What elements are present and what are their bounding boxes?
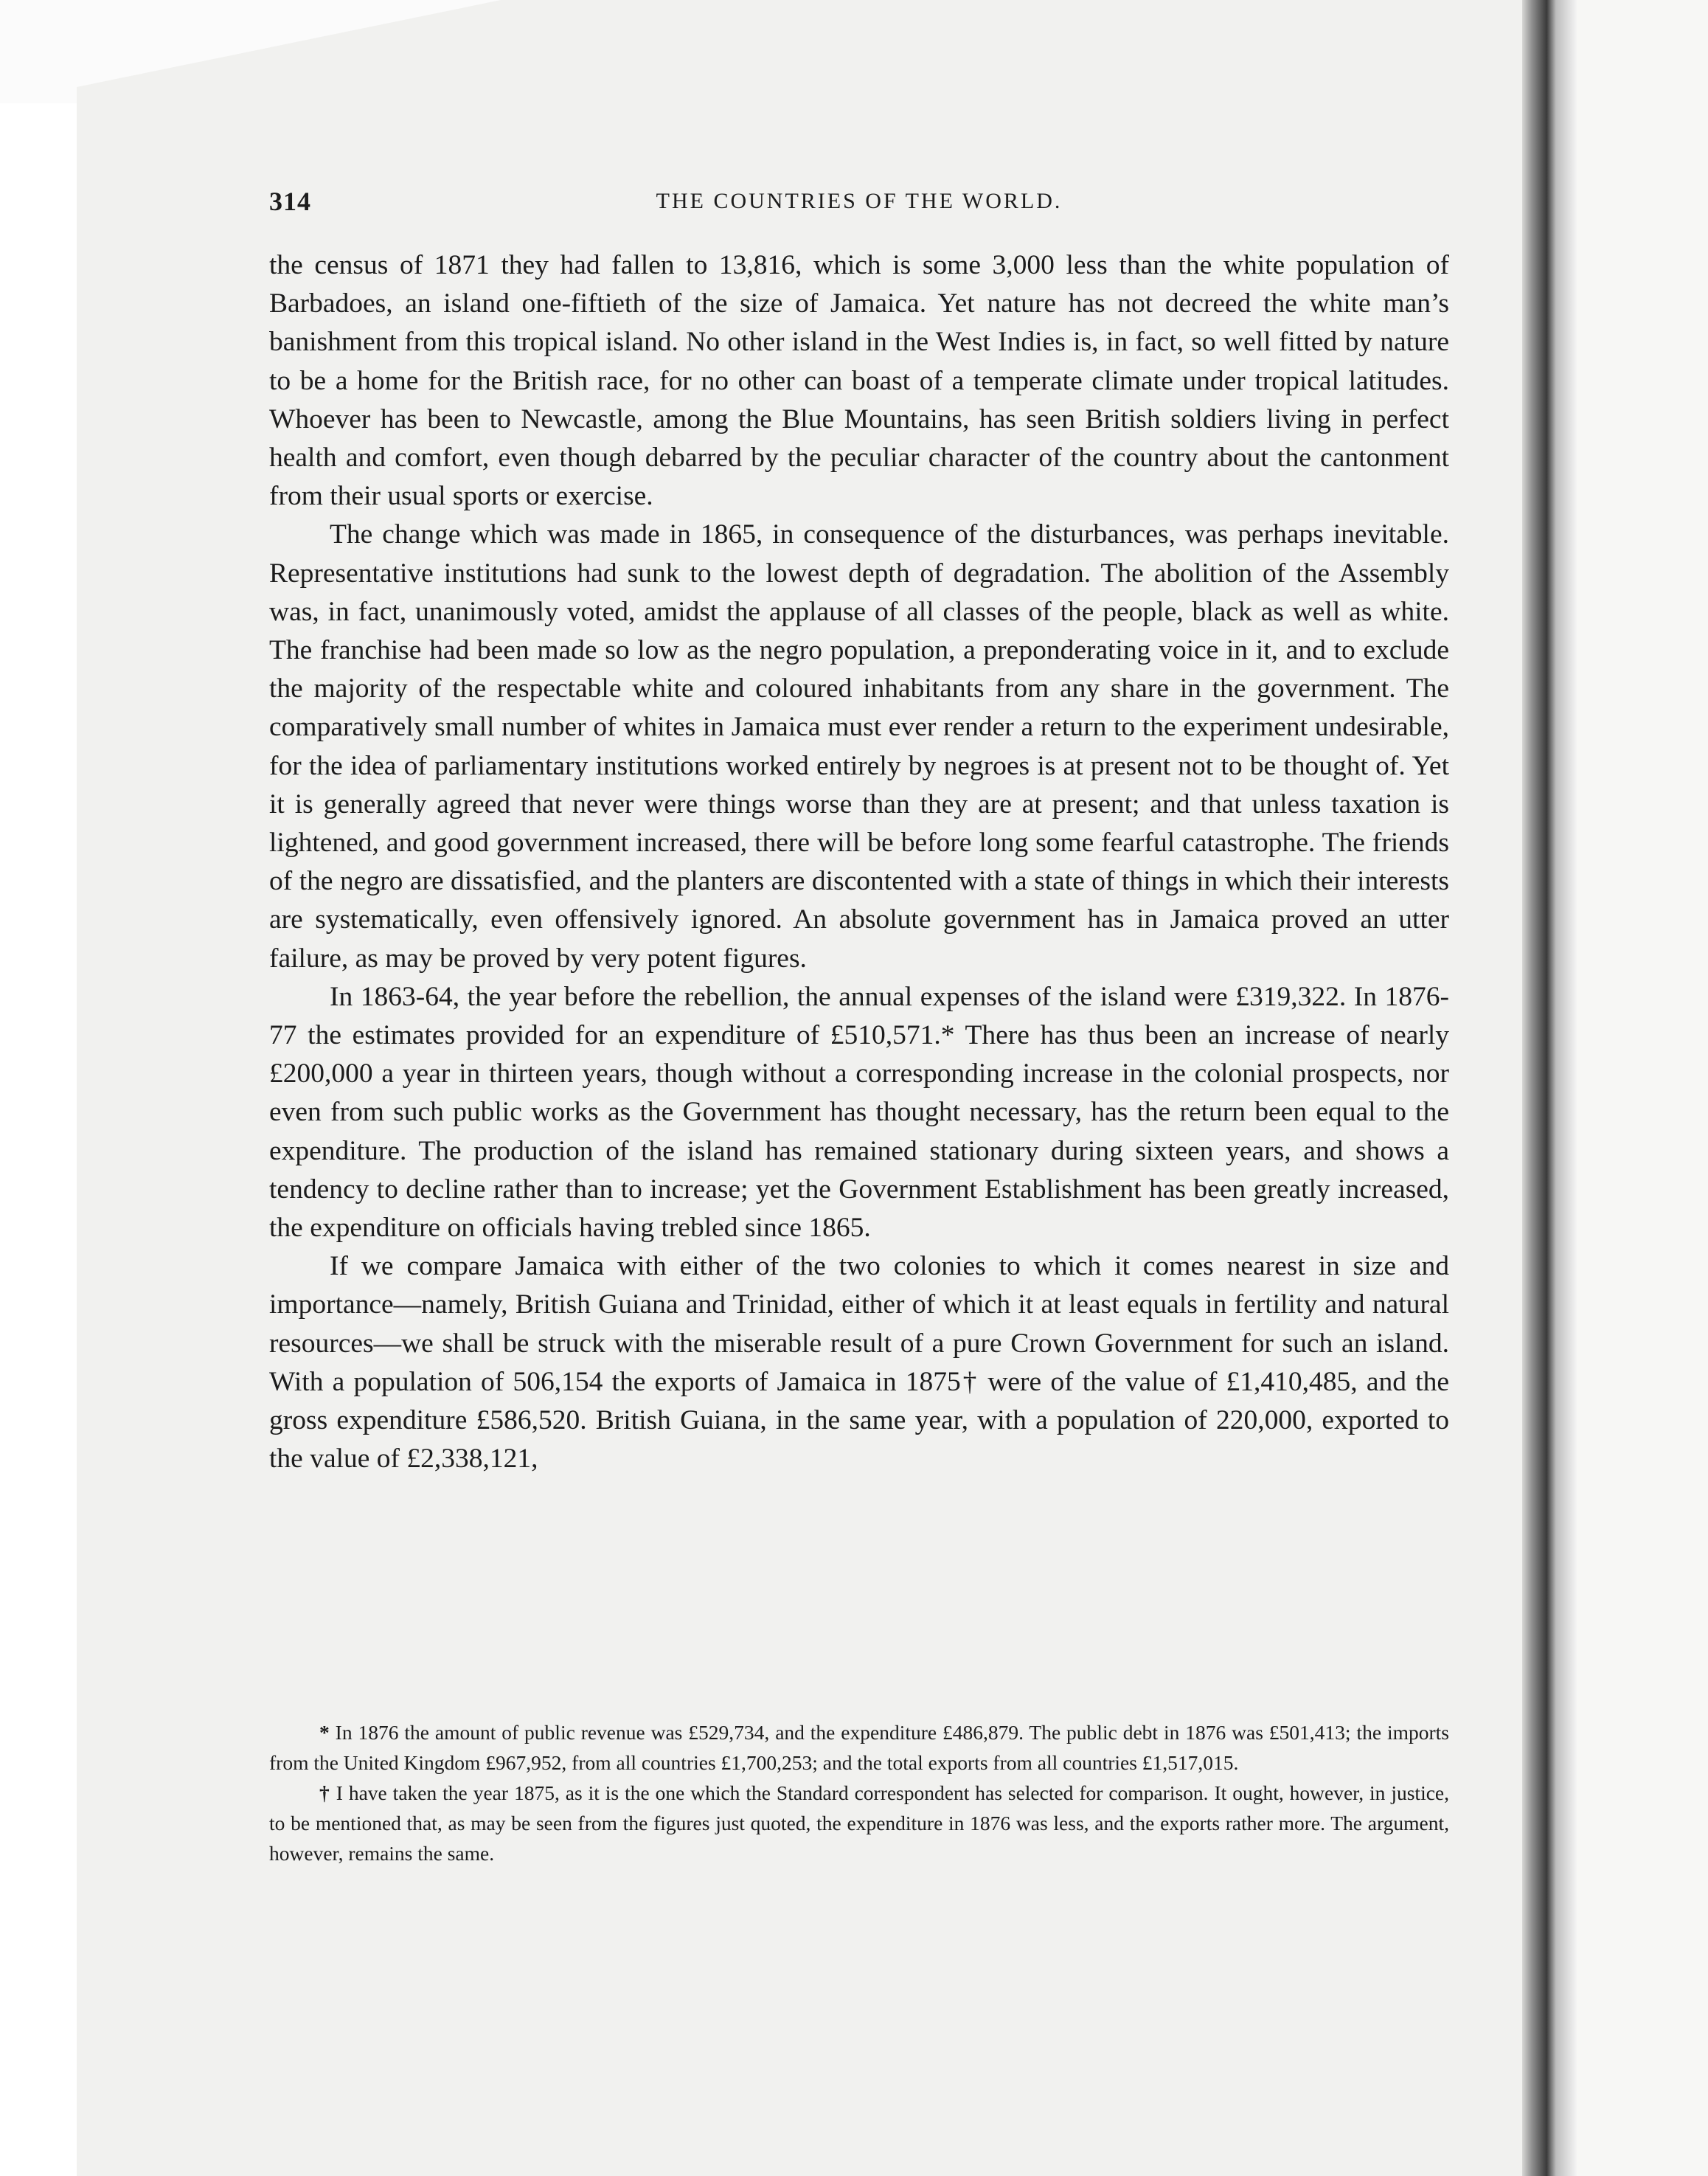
footnote xyxy=(269,1717,1449,1778)
paragraph: If we compare Jamaica with either of the two colonies to which it comes nearest in size and importance—namely, British Guiana and Trinidad, either of which it at least equals in fertility and natural resources—we shall be struck with the miserable result of a pure Crown Government for such an island. With a population of 506,154 the exports of Jamaica in 1875† were of the value of £1,410,485, and the gross expenditure £586,520. British Guiana, in the same year, with a population of 220,000, exported to the value of £2,338,121, xyxy=(269,1251,1449,1475)
paragraph: The change which was made in 1865, in consequence of the disturbances, was perhaps inevitable. Representative institutions had sunk to the lowest depth of degradation. The abolition of the Assembly was, in fact, unanimously voted, amidst the applause of all classes of the people, black as well as white. The franchise had been made so low as the negro population, a preponderating voice in it, and to exclude the majority of the respectable white and coloured inhabitants from any share in the government. The comparatively small number of whites in Jamaica must ever render a return to the experiment undesirable, for the idea of parliamentary institutions worked entirely by negroes is at present not to be thought of. Yet it is generally agreed that never were things worse than they are at present; and that unless taxation is lightened, and good government increased, there will be before long some fearful catastrophe. The friends of the negro are dissatisfied, and the planters are discontented with a state of things in which their interests are systematically, even offensively ignored. An absolute government has in Jamaica proved an utter failure, as may be proved by very potent figures. xyxy=(269,519,1449,974)
main-text xyxy=(269,246,1449,1479)
paragraph: the census of 1871 they had fallen to 13,816, which is some 3,000 less than the white population of Barbadoes, an island one-fiftieth of the size of Jamaica. Yet nature has not decreed the white man’s banishment from this tropical island. No other island in the West Indies is, in fact, so well fitted by nature to be a home for the British race, for no other can boast of a temperate climate under tropical latitudes. Whoever has been to Newcastle, among the Blue Mountains, has seen British soldiers living in perfect health and comfort, even though debarred by the peculiar character of the country about the cantonment from their usual sports or exercise. xyxy=(269,250,1449,512)
footnote-marker: † xyxy=(319,1781,330,1804)
footnote-text: In 1876 the amount of public revenue was £529,734, and the expenditure £486,879. The public debt in 1876 was £501,413; the imports from the United Kingdom £967,952, from all countries £1,700,253; and the total exports from all countries £1,517,015. xyxy=(269,1721,1449,1774)
footnote-text: I have taken the year 1875, as it is the one which the Standard correspondent has selected for comparison. It ought, however, in justice, to be mentioned that, as may be seen from the figures just quoted, the expenditure in 1876 was less, and the exports rather more. The argument, however, remains the same. xyxy=(269,1781,1450,1865)
page-number: 314 xyxy=(269,187,311,216)
running-title: THE COUNTRIES OF THE WORLD. xyxy=(656,189,1063,213)
right-page xyxy=(1577,0,1708,2176)
footnote-marker: * xyxy=(319,1721,330,1744)
paragraph: In 1863-64, the year before the rebellion, the annual expenses of the island were £319,322. In 1876-77 the estimates provided for an expenditure of £510,571.* There has thus been an increase of nearly £200,000 a year in thirteen years, though without a corresponding increase in the colonial prospects, nor even from such public works as the Government has thought necessary, has the return been equal to the expenditure. The production of the island has remained stationary during sixteen years, and shows a tendency to decline rather than to increase; yet the Government Establishment has been greatly increased, the expenditure on officials having trebled since 1865. xyxy=(269,981,1449,1244)
footnotes xyxy=(269,1717,1449,1868)
book-gutter-shadow xyxy=(1522,0,1577,2176)
page-header xyxy=(269,186,1449,215)
footnote xyxy=(269,1778,1449,1868)
